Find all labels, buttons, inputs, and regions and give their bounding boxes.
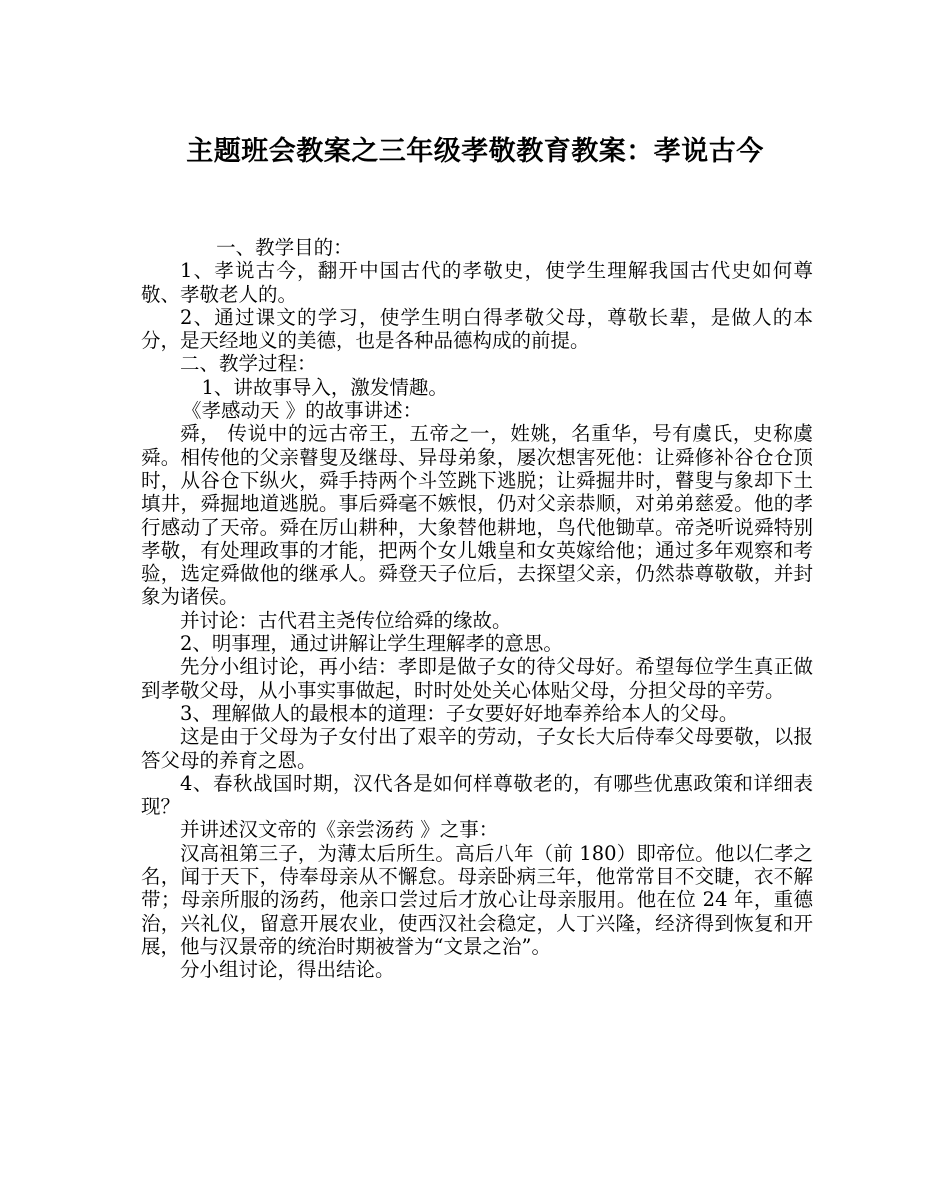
paragraph: 1、讲故事导入，激发情趣。 (201, 375, 448, 399)
document-body (141, 236, 813, 982)
paragraph: 3、理解做人的最根本的道理：子女要好好地奉养给本人的父母。 (180, 701, 739, 725)
paragraph: 2、明事理，通过讲解让学生理解孝的意思。 (180, 632, 563, 656)
section-heading-process: 二、教学过程： (180, 352, 317, 376)
paragraph: 舜， 传说中的远古帝王，五帝之一，姓姚，名重华，号有虞氏，史称虞舜。相传他的父亲瞽叟及继母、异母弟象，屡次想害死他：让舜修补谷仓仓顶时，从谷仓下纵火，舜手持两个斗笠跳下逃脱；让舜掘井时，瞽叟与象却下土填井，舜掘地道逃脱。事后舜毫不嫉恨，仍对父亲恭顺，对弟弟慈爱。他的孝行感动了天帝。舜在厉山耕种，大象替他耕地，鸟代他锄草。帝尧听说舜特别孝敬，有处理政事的才能，把两个女儿娥皇和女英嫁给他；通过多年观察和考验，选定舜做他的继承人。舜登天子位后，去探望父亲，仍然恭尊敬敬，并封象为诸侯。 (141, 422, 813, 609)
paragraph: 1、孝说古今，翻开中国古代的孝敬史，使学生理解我国古代史如何尊敬、孝敬老人的。 (141, 259, 813, 306)
paragraph: 分小组讨论，得出结论。 (180, 958, 395, 982)
paragraph: 这是由于父母为子女付出了艰辛的劳动，子女长大后侍奉父母要敬，以报答父母的养育之恩。 (141, 725, 813, 772)
section-heading-objectives: 一、教学目的： (216, 236, 353, 259)
paragraph: 并讲述汉文帝的《亲尝汤药 》之事： (180, 818, 499, 842)
paragraph: 汉高祖第三子，为薄太后所生。高后八年（前 180）即帝位。他以仁孝之名，闻于天下，侍奉母亲从不懈怠。母亲卧病三年，他常常目不交睫，衣不解带；母亲所服的汤药，他亲口尝过后才放心让母亲服用。他在位 24 年，重德治，兴礼仪，留意开展农业，使西汉社会稳定，人丁兴隆，经济得到恢复和开展，他与汉景帝的统治时期被誉为“文景之治”。 (141, 841, 813, 958)
paragraph: 4、春秋战国时期，汉代各是如何样尊敬老的，有哪些优惠政策和详细表现？ (141, 771, 813, 819)
document-title: 主题班会教案之三年级孝敬教育教案：孝说古今 (186, 136, 764, 167)
paragraph: 《孝感动天 》的故事讲述： (181, 399, 423, 423)
paragraph: 2、通过课文的学习，使学生明白得孝敬父母，尊敬长辈，是做人的本分，是天经地义的美德，也是各种品德构成的前提。 (141, 305, 813, 353)
paragraph: 并讨论：古代君主尧传位给舜的缘故。 (180, 608, 512, 632)
paragraph: 先分小组讨论，再小结：孝即是做子女的待父母好。希望每位学生真正做到孝敬父母，从小事实事做起，时时处处关心体贴父母，分担父母的辛劳。 (141, 655, 813, 702)
